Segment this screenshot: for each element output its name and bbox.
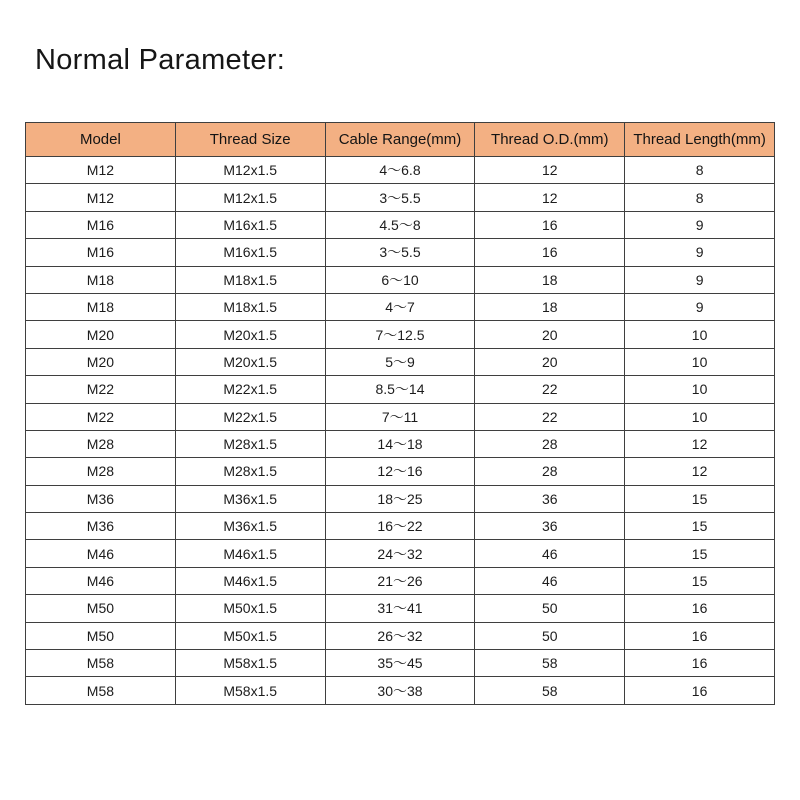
table-row — [26, 485, 775, 512]
table-cell: 12 — [625, 458, 775, 485]
table-cell: 36 — [475, 513, 625, 540]
table-cell: 50 — [475, 595, 625, 622]
table-cell: M36x1.5 — [175, 485, 325, 512]
table-cell: 58 — [475, 650, 625, 677]
table-cell: M58x1.5 — [175, 650, 325, 677]
page-title: Normal Parameter: — [35, 44, 286, 76]
table-cell: 31～41 — [325, 595, 475, 622]
table-cell: 3～5.5 — [325, 239, 475, 266]
table-cell: M58 — [26, 677, 176, 704]
table-cell: 6～10 — [325, 266, 475, 293]
table-cell: M16 — [26, 211, 176, 238]
table-cell: 9 — [625, 293, 775, 320]
table-cell: 12 — [625, 430, 775, 457]
table-cell: 18～25 — [325, 485, 475, 512]
table-row — [26, 513, 775, 540]
table-cell: 5～9 — [325, 348, 475, 375]
table-cell: M18x1.5 — [175, 293, 325, 320]
table-cell: 16 — [625, 595, 775, 622]
table-cell: 58 — [475, 677, 625, 704]
table-cell: 10 — [625, 321, 775, 348]
table-cell: 18 — [475, 293, 625, 320]
table-cell: 15 — [625, 567, 775, 594]
table-cell: M22 — [26, 376, 176, 403]
table-cell: 24～32 — [325, 540, 475, 567]
table-cell: M16x1.5 — [175, 211, 325, 238]
table-cell: 8 — [625, 157, 775, 184]
column-header: Thread Size — [175, 123, 325, 157]
table-row — [26, 266, 775, 293]
table-cell: M16x1.5 — [175, 239, 325, 266]
table-cell: 16 — [625, 650, 775, 677]
table-cell: 28 — [475, 430, 625, 457]
table-row — [26, 376, 775, 403]
table-cell: M36x1.5 — [175, 513, 325, 540]
table-row — [26, 677, 775, 704]
column-header: Thread Length(mm) — [625, 123, 775, 157]
table-row — [26, 650, 775, 677]
table-row — [26, 211, 775, 238]
table-row — [26, 184, 775, 211]
table-cell: 50 — [475, 622, 625, 649]
parameters-table — [25, 122, 775, 705]
table-cell: M12x1.5 — [175, 157, 325, 184]
table-cell: 15 — [625, 485, 775, 512]
table-cell: M28 — [26, 458, 176, 485]
table-row — [26, 239, 775, 266]
table-cell: M46 — [26, 567, 176, 594]
table-cell: 8.5～14 — [325, 376, 475, 403]
table-cell: 10 — [625, 348, 775, 375]
table-cell: M46x1.5 — [175, 540, 325, 567]
table-cell: 16 — [625, 677, 775, 704]
table-cell: 30～38 — [325, 677, 475, 704]
table-cell: 4～6.8 — [325, 157, 475, 184]
table-cell: M12 — [26, 157, 176, 184]
table-cell: 36 — [475, 485, 625, 512]
table-cell: M46x1.5 — [175, 567, 325, 594]
table-cell: M20 — [26, 321, 176, 348]
table-row — [26, 567, 775, 594]
table-cell: M20 — [26, 348, 176, 375]
table-row — [26, 403, 775, 430]
table-cell: M36 — [26, 485, 176, 512]
table-cell: M28x1.5 — [175, 430, 325, 457]
column-header: Model — [26, 123, 176, 157]
table-cell: M12x1.5 — [175, 184, 325, 211]
table-row — [26, 321, 775, 348]
table-cell: M12 — [26, 184, 176, 211]
table-cell: M22 — [26, 403, 176, 430]
table-cell: 9 — [625, 266, 775, 293]
table-cell: 22 — [475, 403, 625, 430]
table-cell: M18 — [26, 266, 176, 293]
table-cell: M22x1.5 — [175, 403, 325, 430]
table-header — [26, 123, 775, 157]
table-cell: M58x1.5 — [175, 677, 325, 704]
table-cell: 16 — [475, 211, 625, 238]
column-header: Cable Range(mm) — [325, 123, 475, 157]
table-cell: M58 — [26, 650, 176, 677]
table-row — [26, 458, 775, 485]
table-cell: 10 — [625, 376, 775, 403]
table-cell: M18x1.5 — [175, 266, 325, 293]
table-cell: M28x1.5 — [175, 458, 325, 485]
table-cell: 35～45 — [325, 650, 475, 677]
table-cell: 22 — [475, 376, 625, 403]
table-cell: 9 — [625, 211, 775, 238]
table-cell: 18 — [475, 266, 625, 293]
table-cell: M50x1.5 — [175, 622, 325, 649]
table-cell: 12～16 — [325, 458, 475, 485]
table-row — [26, 348, 775, 375]
table-cell: 15 — [625, 513, 775, 540]
table-row — [26, 622, 775, 649]
table-cell: 9 — [625, 239, 775, 266]
table-cell: 8 — [625, 184, 775, 211]
table-cell: 20 — [475, 348, 625, 375]
table-cell: 14～18 — [325, 430, 475, 457]
table-cell: 15 — [625, 540, 775, 567]
table-cell: M50 — [26, 595, 176, 622]
table-cell: 21～26 — [325, 567, 475, 594]
table-cell: M46 — [26, 540, 176, 567]
table-cell: 16 — [625, 622, 775, 649]
table-row — [26, 595, 775, 622]
column-header: Thread O.D.(mm) — [475, 123, 625, 157]
table-cell: 26～32 — [325, 622, 475, 649]
table-row — [26, 293, 775, 320]
table-cell: M50 — [26, 622, 176, 649]
table-row — [26, 157, 775, 184]
table-cell: 28 — [475, 458, 625, 485]
table-header-row — [26, 123, 775, 157]
table-body — [26, 157, 775, 705]
table-cell: M18 — [26, 293, 176, 320]
table-cell: M16 — [26, 239, 176, 266]
table-cell: M50x1.5 — [175, 595, 325, 622]
table-cell: 10 — [625, 403, 775, 430]
table-cell: M20x1.5 — [175, 321, 325, 348]
table-row — [26, 540, 775, 567]
table-cell: M36 — [26, 513, 176, 540]
table-cell: 20 — [475, 321, 625, 348]
table-cell: 4～7 — [325, 293, 475, 320]
table-row — [26, 430, 775, 457]
table-cell: 16～22 — [325, 513, 475, 540]
table-cell: 46 — [475, 567, 625, 594]
table-cell: 4.5～8 — [325, 211, 475, 238]
table-cell: M28 — [26, 430, 176, 457]
table-cell: 12 — [475, 157, 625, 184]
table-cell: M20x1.5 — [175, 348, 325, 375]
table-cell: 7～12.5 — [325, 321, 475, 348]
table-cell: 46 — [475, 540, 625, 567]
table-cell: 7～11 — [325, 403, 475, 430]
table-cell: 16 — [475, 239, 625, 266]
table-cell: 12 — [475, 184, 625, 211]
table-cell: M22x1.5 — [175, 376, 325, 403]
table-cell: 3～5.5 — [325, 184, 475, 211]
